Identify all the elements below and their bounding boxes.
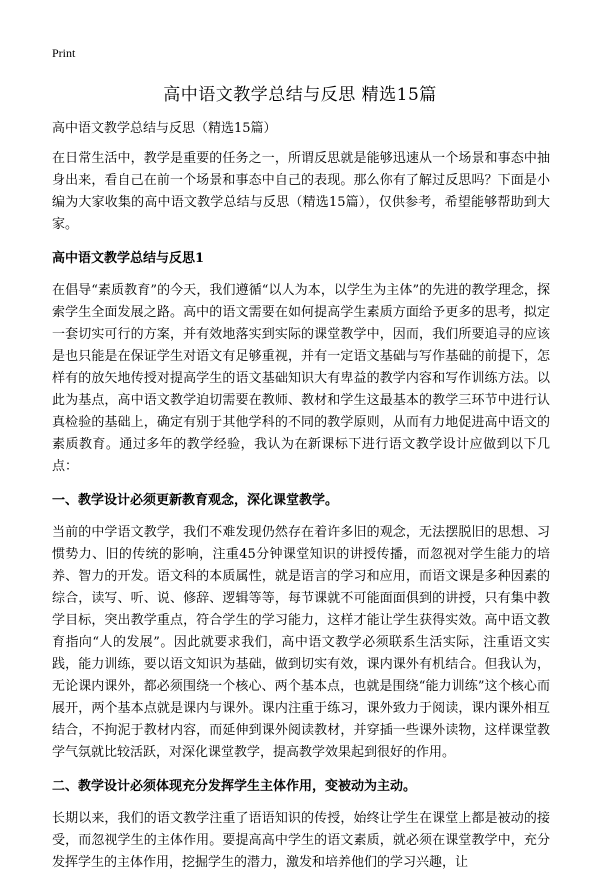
section-paragraph: 在倡导“素质教育”的今天，我们遵循“以人为本，以学生为主体”的先进的教学理念，探索学生全面发展之路。高中的语文需要在如何提高学生素质方面给予更多的思考，拟定一套切实可行的方案，并有效地落实到实际的课堂教学中，因而，我们所要追寻的应该是也只能是在保证学生对语文有足够重视，并有一定语文基础与写作基础的前提下，怎样有的放矢地传授对提高学生的语文基础知识大有卑益的教学内容和写作训练方法。以此为基点，高中语文教学迫切需要在教师、教材和学生这最基本的教学三环节中进行认真检验的基础上，确定有别于其他学科的不同的教学原则，从而有力地促进高中语文的素质教育。通过多年的教学经验，我认为在新课标下进行语文教学设计应做到以下几点： bbox=[52, 283, 550, 474]
point-paragraph: 当前的中学语文教学，我们不难发现仍然存在着许多旧的观念，无法摆脱旧的思想、习惯势力、旧的传统的影响，注重45分钟课堂知识的讲授传播，而忽视对学生能力的培养、智力的开发。语文科的本质属性，就是语言的学习和应用，而语文课是多种因素的综合，读写、听、说、修辞、逻辑等等，每节课就不可能面面俱到的讲授，只有集中教学目标，突出教学重点，符合学生的学习能力，这样才能让学生获得实效。高中语文教育指向“人的发展”。因此就要求我们，高中语文教学必须联系生活实际，注重语文实践，能力训练，要以语文知识为基础，做到切实有效，课内课外有机结合。但我认为，无论课内课外，都必须围绕一个核心、两个基本点，也就是围绕“能力训练”这个核心而展开，两个基本点就是课内与课外。课内注重于练习，课外致力于阅读，课内课外相互结合，不拘泥于教材内容，而延伸到课外阅读教材，并穿插一些课外读物，这样课堂教学气氛就比较活跃，对深化课堂教学，提高教学效果起到很好的作用。 bbox=[52, 525, 550, 760]
intro-paragraph: 在日常生活中，教学是重要的任务之一，所谓反思就是能够迅速从一个场景和事态中抽身出来，看自己在前一个场景和事态中自己的表现。那么你有了解过反思吗？下面是小编为大家收集的高中语文教学总结与反思（精选15篇），仅供参考，希望能够帮助到大家。 bbox=[52, 151, 550, 232]
point-heading: 二、教学设计必须体现充分发挥学生主体作用，变被动为主动。 bbox=[52, 779, 417, 794]
document-subtitle: 高中语文教学总结与反思（精选15篇） bbox=[52, 121, 277, 136]
point-heading: 一、教学设计必须更新教育观念，深化课堂教学。 bbox=[52, 493, 339, 508]
print-link[interactable]: Print bbox=[52, 46, 76, 60]
point-paragraph: 长期以来，我们的语文教学注重了语语知识的传授，始终让学生在课堂上都是被动的接受，而忽视学生的主体作用。要提高高中学生的语文素质，就必须在课堂教学中，充分发挥学生的主体作用，挖掘学生的潜力，激发和培养他们的学习兴趣，让 bbox=[52, 811, 550, 870]
document-body bbox=[52, 118, 550, 886]
section-heading: 高中语文教学总结与反思1 bbox=[52, 251, 205, 266]
document-title: 高中语文教学总结与反思 精选15篇 bbox=[163, 85, 437, 105]
